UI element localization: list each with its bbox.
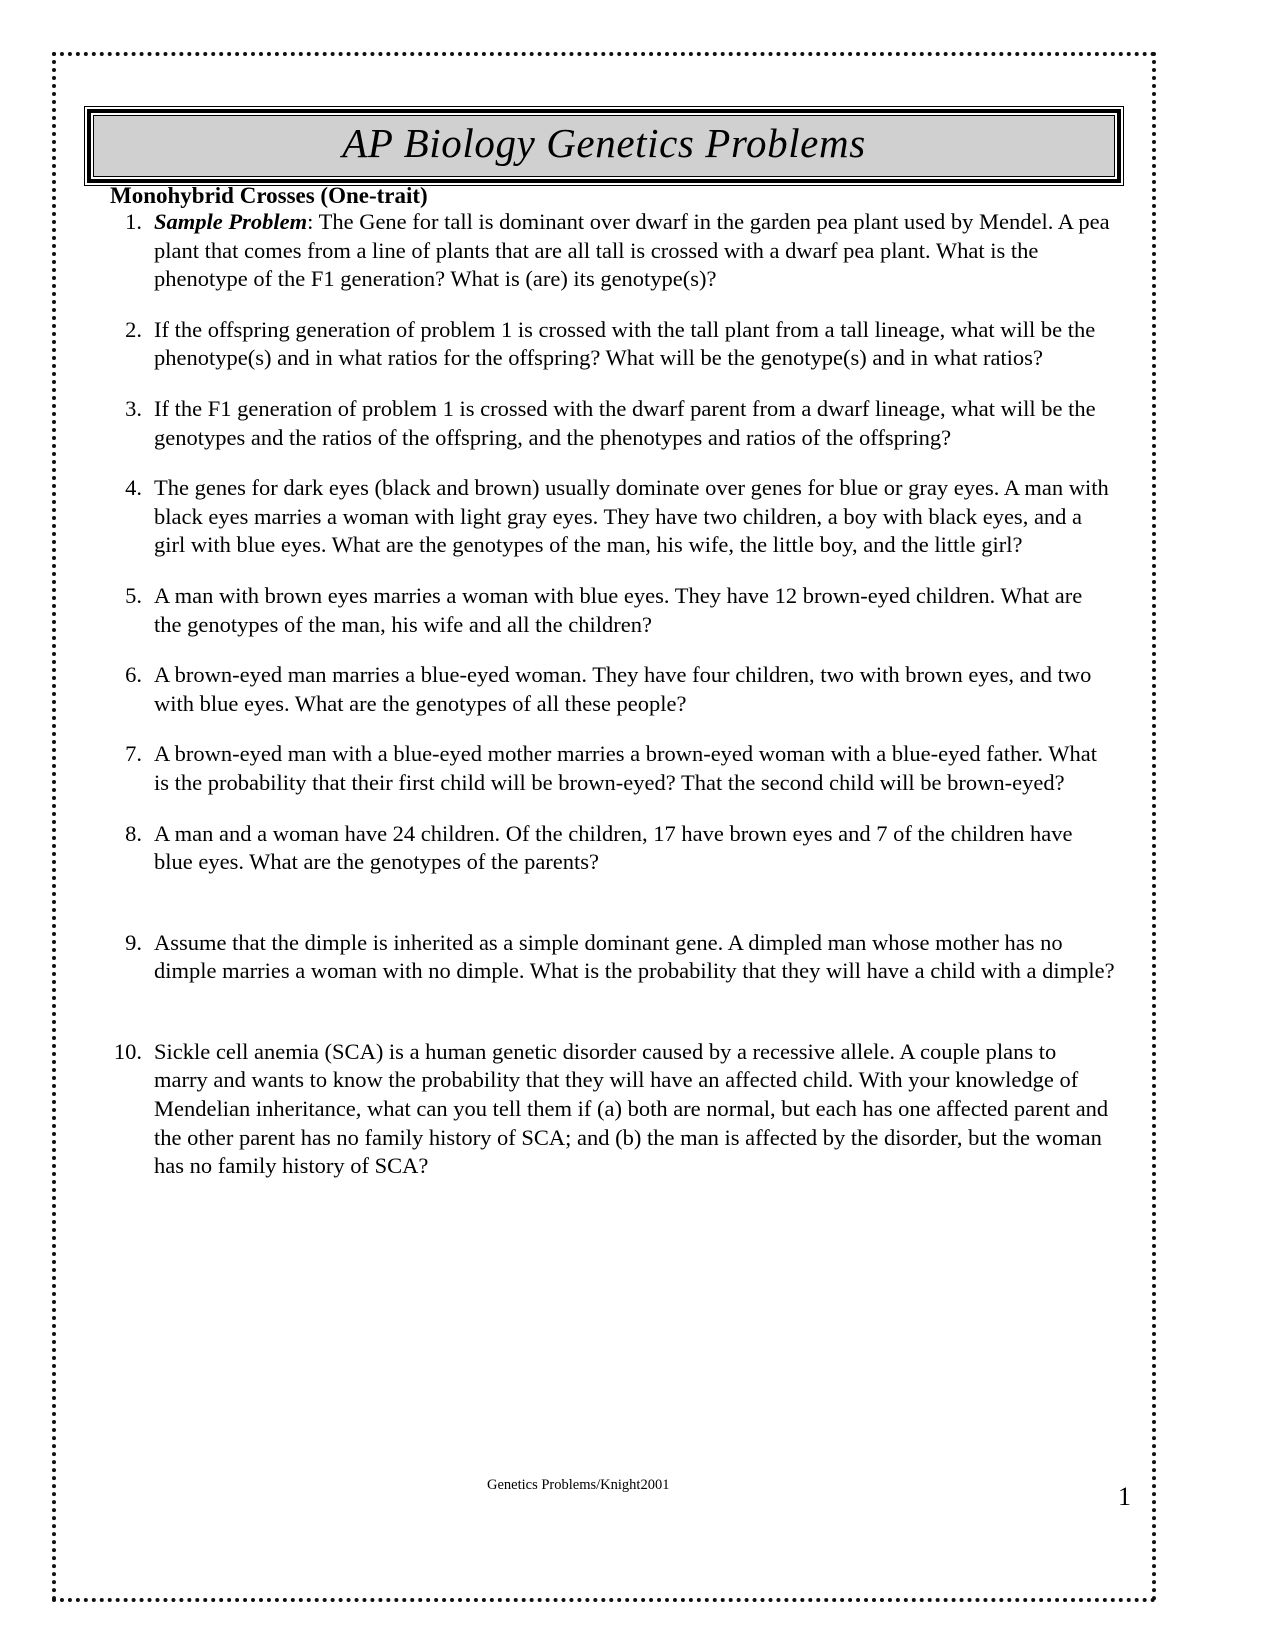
problem-item-6 (110, 661, 1115, 718)
section-heading: Monohybrid Crosses (One-trait) (110, 183, 428, 208)
title-plaque-inner (93, 115, 1115, 177)
problem-text: A brown-eyed man with a blue-eyed mother marries a brown-eyed woman with a blue-eyed father. What is the probability that their first child will be brown-eyed? That the second child will be brown-eyed? (154, 741, 1098, 795)
problem-item-10 (110, 1038, 1115, 1181)
problem-number: 7. (125, 741, 142, 767)
problem-item-4 (110, 474, 1115, 560)
problem-number: 3. (125, 395, 142, 421)
problem-number: 2. (125, 316, 142, 342)
spacer (110, 639, 1115, 661)
problem-text: Sickle cell anemia (SCA) is a human genetic disorder caused by a recessive allele. A couple plans to marry and wants to know the probability that they will have an affected child. With your knowledge of Mendelian inheritance, what can you tell them if (a) both are normal, but each has one affected parent and the other parent has no family history of SCA; and (b) the man is affected by the disorder, but the woman has no family history of SCA? (154, 1038, 1109, 1179)
title-plaque (84, 106, 1124, 186)
problem-item-7 (110, 740, 1115, 797)
problem-list (110, 208, 1115, 1181)
problem-item-1 (110, 208, 1115, 294)
problem-item-8 (110, 820, 1115, 877)
spacer (110, 373, 1115, 395)
footer-note: Genetics Problems/Knight2001 (487, 1477, 670, 1493)
spacer (110, 294, 1115, 316)
problem-lead-label: Sample Problem (154, 209, 308, 234)
problem-item-5 (110, 582, 1115, 639)
problem-number: 5. (125, 582, 142, 608)
title-plaque-middle-border (87, 109, 1121, 183)
problem-text: A man with brown eyes marries a woman with blue eyes. They have 12 brown-eyed children. What are the genotypes of the man, his wife and all the children? (154, 582, 1083, 637)
problem-number: 10. (113, 1038, 142, 1064)
problem-number: 4. (125, 475, 142, 501)
spacer (110, 718, 1115, 740)
problem-text (154, 208, 1115, 294)
spacer-large (110, 877, 1115, 929)
spacer (110, 560, 1115, 582)
problem-text: Assume that the dimple is inherited as a simple dominant gene. A dimpled man whose mother has no dimple marries a woman with no dimple. What is the probability that they will have a child with a dimple? (154, 929, 1115, 984)
page-title: AP Biology Genetics Problems (342, 120, 866, 166)
problem-item-2 (110, 316, 1115, 373)
page-number: 1 (1118, 1482, 1131, 1511)
spacer (110, 798, 1115, 820)
problem-number: 6. (125, 662, 142, 688)
problem-text: The genes for dark eyes (black and brown) usually dominate over genes for blue or gray eyes. A man with black eyes marries a woman with light gray eyes. They have two children, a boy with black eyes, and a girl with blue eyes. What are the genotypes of the man, his wife, the little boy, and the little girl? (154, 475, 1109, 558)
problem-text: A brown-eyed man marries a blue-eyed woman. They have four children, two with brown eyes, and two with blue eyes. What are the genotypes of all these people? (154, 662, 1092, 716)
problem-text: If the F1 generation of problem 1 is crossed with the dwarf parent from a dwarf lineage, what will be the genotypes and the ratios of the offspring, and the phenotypes and ratios of the offspring? (154, 395, 1096, 450)
problem-number: 1. (125, 209, 142, 234)
problem-body-text: : The Gene for tall is dominant over dwarf in the garden pea plant used by Mendel. A pea plant that comes from a line of plants that are all tall is crossed with a dwarf pea plant. What is the phenotype of the F1 generation? What is (are) its genotype(s)? (154, 209, 1110, 292)
spacer (110, 452, 1115, 474)
problem-number: 8. (125, 820, 142, 846)
problem-text: A man and a woman have 24 children. Of the children, 17 have brown eyes and 7 of the children have blue eyes. What are the genotypes of the parents? (154, 820, 1073, 875)
problem-item-9 (110, 929, 1115, 986)
problem-item-3 (110, 395, 1115, 452)
problem-text: If the offspring generation of problem 1 is crossed with the tall plant from a tall lineage, what will be the phenotype(s) and in what ratios for the offspring? What will be the genotype(s) and in what ratios? (154, 316, 1096, 371)
problem-number: 9. (125, 929, 142, 955)
spacer-large (110, 986, 1115, 1038)
